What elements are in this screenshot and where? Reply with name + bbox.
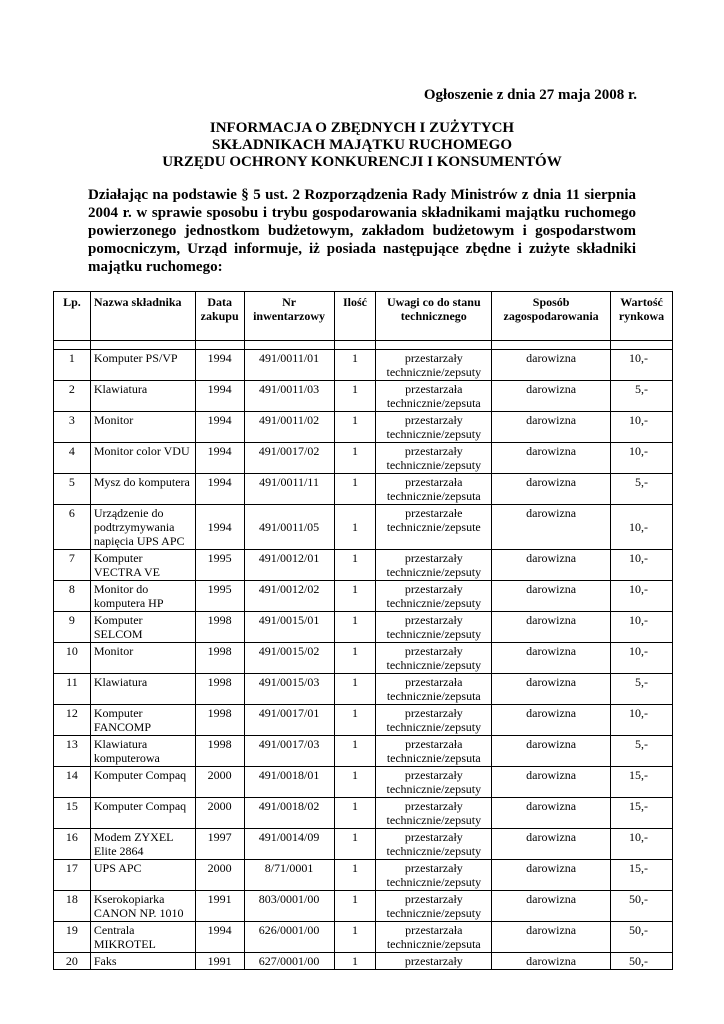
table-header-row (54, 292, 673, 341)
spacer-cell (611, 341, 673, 350)
cell-technical-notes: przestarzały technicznie/zepsuty (376, 643, 492, 674)
cell-inventory-number: 491/0011/02 (244, 412, 334, 443)
cell-market-value: 10,- (611, 505, 673, 550)
cell-market-value: 10,- (611, 705, 673, 736)
cell-name: UPS APC (90, 860, 195, 891)
cell-lp: 1 (54, 350, 91, 381)
cell-market-value: 10,- (611, 581, 673, 612)
table-row (54, 891, 673, 922)
cell-name: Centrala MIKROTEL (90, 922, 195, 953)
table-row (54, 550, 673, 581)
cell-technical-notes: przestarzały technicznie/zepsuty (376, 550, 492, 581)
cell-disposal-method: darowizna (492, 381, 611, 412)
cell-inventory-number: 491/0012/01 (244, 550, 334, 581)
title-line: URZĘDU OCHRONY KONKURENCJI I KONSUMENTÓW (162, 154, 562, 170)
cell-inventory-number: 491/0015/03 (244, 674, 334, 705)
cell-date: 1995 (195, 581, 244, 612)
cell-disposal-method: darowizna (492, 474, 611, 505)
header-name: Nazwa składnika (90, 292, 195, 341)
table-row (54, 474, 673, 505)
cell-lp: 3 (54, 412, 91, 443)
table-row (54, 705, 673, 736)
cell-name: Komputer SELCOM (90, 612, 195, 643)
cell-technical-notes: przestarzały technicznie/zepsuty (376, 829, 492, 860)
cell-inventory-number: 8/71/0001 (244, 860, 334, 891)
table-row (54, 798, 673, 829)
table-row (54, 860, 673, 891)
cell-market-value: 10,- (611, 443, 673, 474)
header-inventory-number: Nr inwentarzowy (244, 292, 334, 341)
header-market-value: Wartość rynkowa (611, 292, 673, 341)
cell-date: 2000 (195, 767, 244, 798)
cell-technical-notes: przestarzałe technicznie/zepsute (376, 505, 492, 550)
cell-market-value: 5,- (611, 381, 673, 412)
cell-quantity: 1 (334, 736, 376, 767)
cell-disposal-method: darowizna (492, 674, 611, 705)
cell-inventory-number: 491/0011/03 (244, 381, 334, 412)
cell-name: Klawiatura (90, 674, 195, 705)
table-row (54, 922, 673, 953)
cell-lp: 7 (54, 550, 91, 581)
table-row (54, 581, 673, 612)
cell-market-value: 50,- (611, 922, 673, 953)
table-row (54, 953, 673, 970)
cell-disposal-method: darowizna (492, 798, 611, 829)
cell-lp: 4 (54, 443, 91, 474)
cell-inventory-number: 626/0001/00 (244, 922, 334, 953)
cell-quantity: 1 (334, 705, 376, 736)
cell-inventory-number: 491/0011/05 (244, 505, 334, 550)
table-row (54, 674, 673, 705)
spacer-cell (376, 341, 492, 350)
cell-quantity: 1 (334, 381, 376, 412)
cell-lp: 15 (54, 798, 91, 829)
cell-date: 2000 (195, 798, 244, 829)
table-spacer-row (54, 341, 673, 350)
cell-date: 1994 (195, 922, 244, 953)
cell-lp: 19 (54, 922, 91, 953)
header-date: Data zakupu (195, 292, 244, 341)
header-lp: Lp. (54, 292, 91, 341)
cell-disposal-method: darowizna (492, 829, 611, 860)
cell-inventory-number: 491/0017/03 (244, 736, 334, 767)
cell-inventory-number: 491/0015/01 (244, 612, 334, 643)
cell-technical-notes: przestarzały technicznie/zepsuty (376, 891, 492, 922)
cell-quantity: 1 (334, 443, 376, 474)
cell-name: Monitor do komputera HP (90, 581, 195, 612)
header-disposal-method: Sposób zagospodarowania (492, 292, 611, 341)
cell-quantity: 1 (334, 350, 376, 381)
cell-name: Komputer PS/VP (90, 350, 195, 381)
table-row (54, 443, 673, 474)
cell-quantity: 1 (334, 550, 376, 581)
cell-technical-notes: przestarzały technicznie/zepsuty (376, 798, 492, 829)
cell-quantity: 1 (334, 612, 376, 643)
header-technical-notes: Uwagi co do stanu technicznego (376, 292, 492, 341)
cell-lp: 12 (54, 705, 91, 736)
cell-market-value: 5,- (611, 674, 673, 705)
cell-lp: 20 (54, 953, 91, 970)
cell-technical-notes: przestarzały technicznie/zepsuty (376, 860, 492, 891)
cell-quantity: 1 (334, 922, 376, 953)
cell-date: 1997 (195, 829, 244, 860)
cell-date: 1991 (195, 953, 244, 970)
cell-inventory-number: 491/0015/02 (244, 643, 334, 674)
cell-market-value: 5,- (611, 736, 673, 767)
header-quantity: Ilość (334, 292, 376, 341)
cell-name: Modem ZYXEL Elite 2864 (90, 829, 195, 860)
cell-disposal-method: darowizna (492, 860, 611, 891)
table-row (54, 767, 673, 798)
table-row (54, 829, 673, 860)
cell-quantity: 1 (334, 767, 376, 798)
cell-quantity: 1 (334, 860, 376, 891)
cell-market-value: 10,- (611, 550, 673, 581)
cell-technical-notes: przestarzała technicznie/zepsuta (376, 474, 492, 505)
cell-name: Monitor (90, 643, 195, 674)
cell-technical-notes: przestarzały (376, 953, 492, 970)
cell-disposal-method: darowizna (492, 550, 611, 581)
cell-disposal-method: darowizna (492, 581, 611, 612)
cell-inventory-number: 491/0018/01 (244, 767, 334, 798)
cell-name: Klawiatura komputerowa (90, 736, 195, 767)
cell-lp: 13 (54, 736, 91, 767)
cell-market-value: 15,- (611, 798, 673, 829)
cell-lp: 8 (54, 581, 91, 612)
cell-disposal-method: darowizna (492, 443, 611, 474)
cell-disposal-method: darowizna (492, 612, 611, 643)
cell-inventory-number: 491/0011/11 (244, 474, 334, 505)
cell-quantity: 1 (334, 798, 376, 829)
cell-quantity: 1 (334, 505, 376, 550)
cell-market-value: 50,- (611, 953, 673, 970)
cell-name: Monitor (90, 412, 195, 443)
cell-disposal-method: darowizna (492, 350, 611, 381)
cell-date: 1994 (195, 474, 244, 505)
spacer-cell (244, 341, 334, 350)
cell-technical-notes: przestarzały technicznie/zepsuty (376, 581, 492, 612)
spacer-cell (492, 341, 611, 350)
cell-inventory-number: 627/0001/00 (244, 953, 334, 970)
cell-lp: 2 (54, 381, 91, 412)
cell-date: 1994 (195, 443, 244, 474)
cell-technical-notes: przestarzały technicznie/zepsuty (376, 705, 492, 736)
cell-name: Klawiatura (90, 381, 195, 412)
cell-market-value: 10,- (611, 350, 673, 381)
cell-lp: 9 (54, 612, 91, 643)
cell-quantity: 1 (334, 891, 376, 922)
cell-date: 1991 (195, 891, 244, 922)
table-row (54, 612, 673, 643)
cell-technical-notes: przestarzały technicznie/zepsuty (376, 412, 492, 443)
cell-disposal-method: darowizna (492, 412, 611, 443)
cell-date: 1994 (195, 350, 244, 381)
cell-disposal-method: darowizna (492, 705, 611, 736)
cell-disposal-method: darowizna (492, 736, 611, 767)
cell-market-value: 15,- (611, 767, 673, 798)
table-row (54, 736, 673, 767)
cell-date: 1998 (195, 736, 244, 767)
cell-name: Monitor color VDU (90, 443, 195, 474)
cell-disposal-method: darowizna (492, 922, 611, 953)
document-title (0, 120, 724, 171)
spacer-cell (334, 341, 376, 350)
cell-technical-notes: przestarzała technicznie/zepsuta (376, 736, 492, 767)
cell-quantity: 1 (334, 674, 376, 705)
table-row (54, 643, 673, 674)
cell-disposal-method: darowizna (492, 643, 611, 674)
spacer-cell (195, 341, 244, 350)
table-row (54, 412, 673, 443)
cell-name: Komputer Compaq (90, 767, 195, 798)
cell-inventory-number: 491/0014/09 (244, 829, 334, 860)
cell-inventory-number: 491/0017/01 (244, 705, 334, 736)
cell-market-value: 10,- (611, 412, 673, 443)
cell-market-value: 10,- (611, 829, 673, 860)
cell-lp: 11 (54, 674, 91, 705)
cell-name: Komputer FANCOMP (90, 705, 195, 736)
cell-market-value: 5,- (611, 474, 673, 505)
table-row (54, 381, 673, 412)
cell-disposal-method: darowizna (492, 767, 611, 798)
cell-date: 1995 (195, 550, 244, 581)
cell-date: 1994 (195, 381, 244, 412)
cell-name: Urządzenie do podtrzymywania napięcia UPS APC (90, 505, 195, 550)
cell-market-value: 15,- (611, 860, 673, 891)
cell-technical-notes: przestarzały technicznie/zepsuty (376, 350, 492, 381)
cell-quantity: 1 (334, 829, 376, 860)
cell-inventory-number: 491/0017/02 (244, 443, 334, 474)
cell-inventory-number: 491/0018/02 (244, 798, 334, 829)
cell-disposal-method: darowizna (492, 891, 611, 922)
cell-inventory-number: 491/0011/01 (244, 350, 334, 381)
cell-inventory-number: 803/0001/00 (244, 891, 334, 922)
cell-technical-notes: przestarzała technicznie/zepsuta (376, 922, 492, 953)
cell-technical-notes: przestarzały technicznie/zepsuty (376, 767, 492, 798)
announcement-date: Ogłoszenie z dnia 27 maja 2008 r. (423, 87, 637, 103)
table-row (54, 350, 673, 381)
title-line: SKŁADNIKACH MAJĄTKU RUCHOMEGO (211, 137, 512, 153)
cell-technical-notes: przestarzała technicznie/zepsuta (376, 674, 492, 705)
cell-name: Faks (90, 953, 195, 970)
cell-disposal-method: darowizna (492, 505, 611, 550)
title-line: INFORMACJA O ZBĘDNYCH I ZUŻYTYCH (209, 120, 515, 136)
cell-lp: 14 (54, 767, 91, 798)
cell-lp: 18 (54, 891, 91, 922)
spacer-cell (54, 341, 91, 350)
intro-paragraph: Działając na podstawie § 5 ust. 2 Rozporządzenia Rady Ministrów z dnia 11 sierpnia 2004 r. w sprawie sposobu i trybu gospodarowania składnikami majątku ruchomego powierzonego jednostkom budżetowym, zakładom budżetowym i gospodarstwom pomocniczym, Urząd informuje, iż posiada następujące zbędne i zużyte składniki majątku ruchomego: (88, 187, 636, 275)
cell-name: Kserokopiarka CANON NP. 1010 (90, 891, 195, 922)
cell-date: 1998 (195, 674, 244, 705)
table-row (54, 505, 673, 550)
cell-lp: 17 (54, 860, 91, 891)
cell-date: 1998 (195, 643, 244, 674)
cell-name: Komputer Compaq (90, 798, 195, 829)
cell-date: 1994 (195, 412, 244, 443)
cell-name: Komputer VECTRA VE (90, 550, 195, 581)
spacer-cell (90, 341, 195, 350)
cell-date: 1998 (195, 612, 244, 643)
cell-date: 2000 (195, 860, 244, 891)
cell-market-value: 10,- (611, 612, 673, 643)
cell-date: 1998 (195, 705, 244, 736)
cell-quantity: 1 (334, 581, 376, 612)
cell-quantity: 1 (334, 412, 376, 443)
cell-name: Mysz do komputera (90, 474, 195, 505)
cell-market-value: 50,- (611, 891, 673, 922)
cell-technical-notes: przestarzała technicznie/zepsuta (376, 381, 492, 412)
cell-quantity: 1 (334, 474, 376, 505)
cell-inventory-number: 491/0012/02 (244, 581, 334, 612)
cell-lp: 6 (54, 505, 91, 550)
cell-technical-notes: przestarzały technicznie/zepsuty (376, 612, 492, 643)
cell-lp: 10 (54, 643, 91, 674)
cell-lp: 5 (54, 474, 91, 505)
cell-quantity: 1 (334, 953, 376, 970)
cell-date: 1994 (195, 505, 244, 550)
cell-technical-notes: przestarzały technicznie/zepsuty (376, 443, 492, 474)
cell-lp: 16 (54, 829, 91, 860)
assets-table (53, 291, 673, 970)
cell-quantity: 1 (334, 643, 376, 674)
cell-market-value: 10,- (611, 643, 673, 674)
cell-disposal-method: darowizna (492, 953, 611, 970)
